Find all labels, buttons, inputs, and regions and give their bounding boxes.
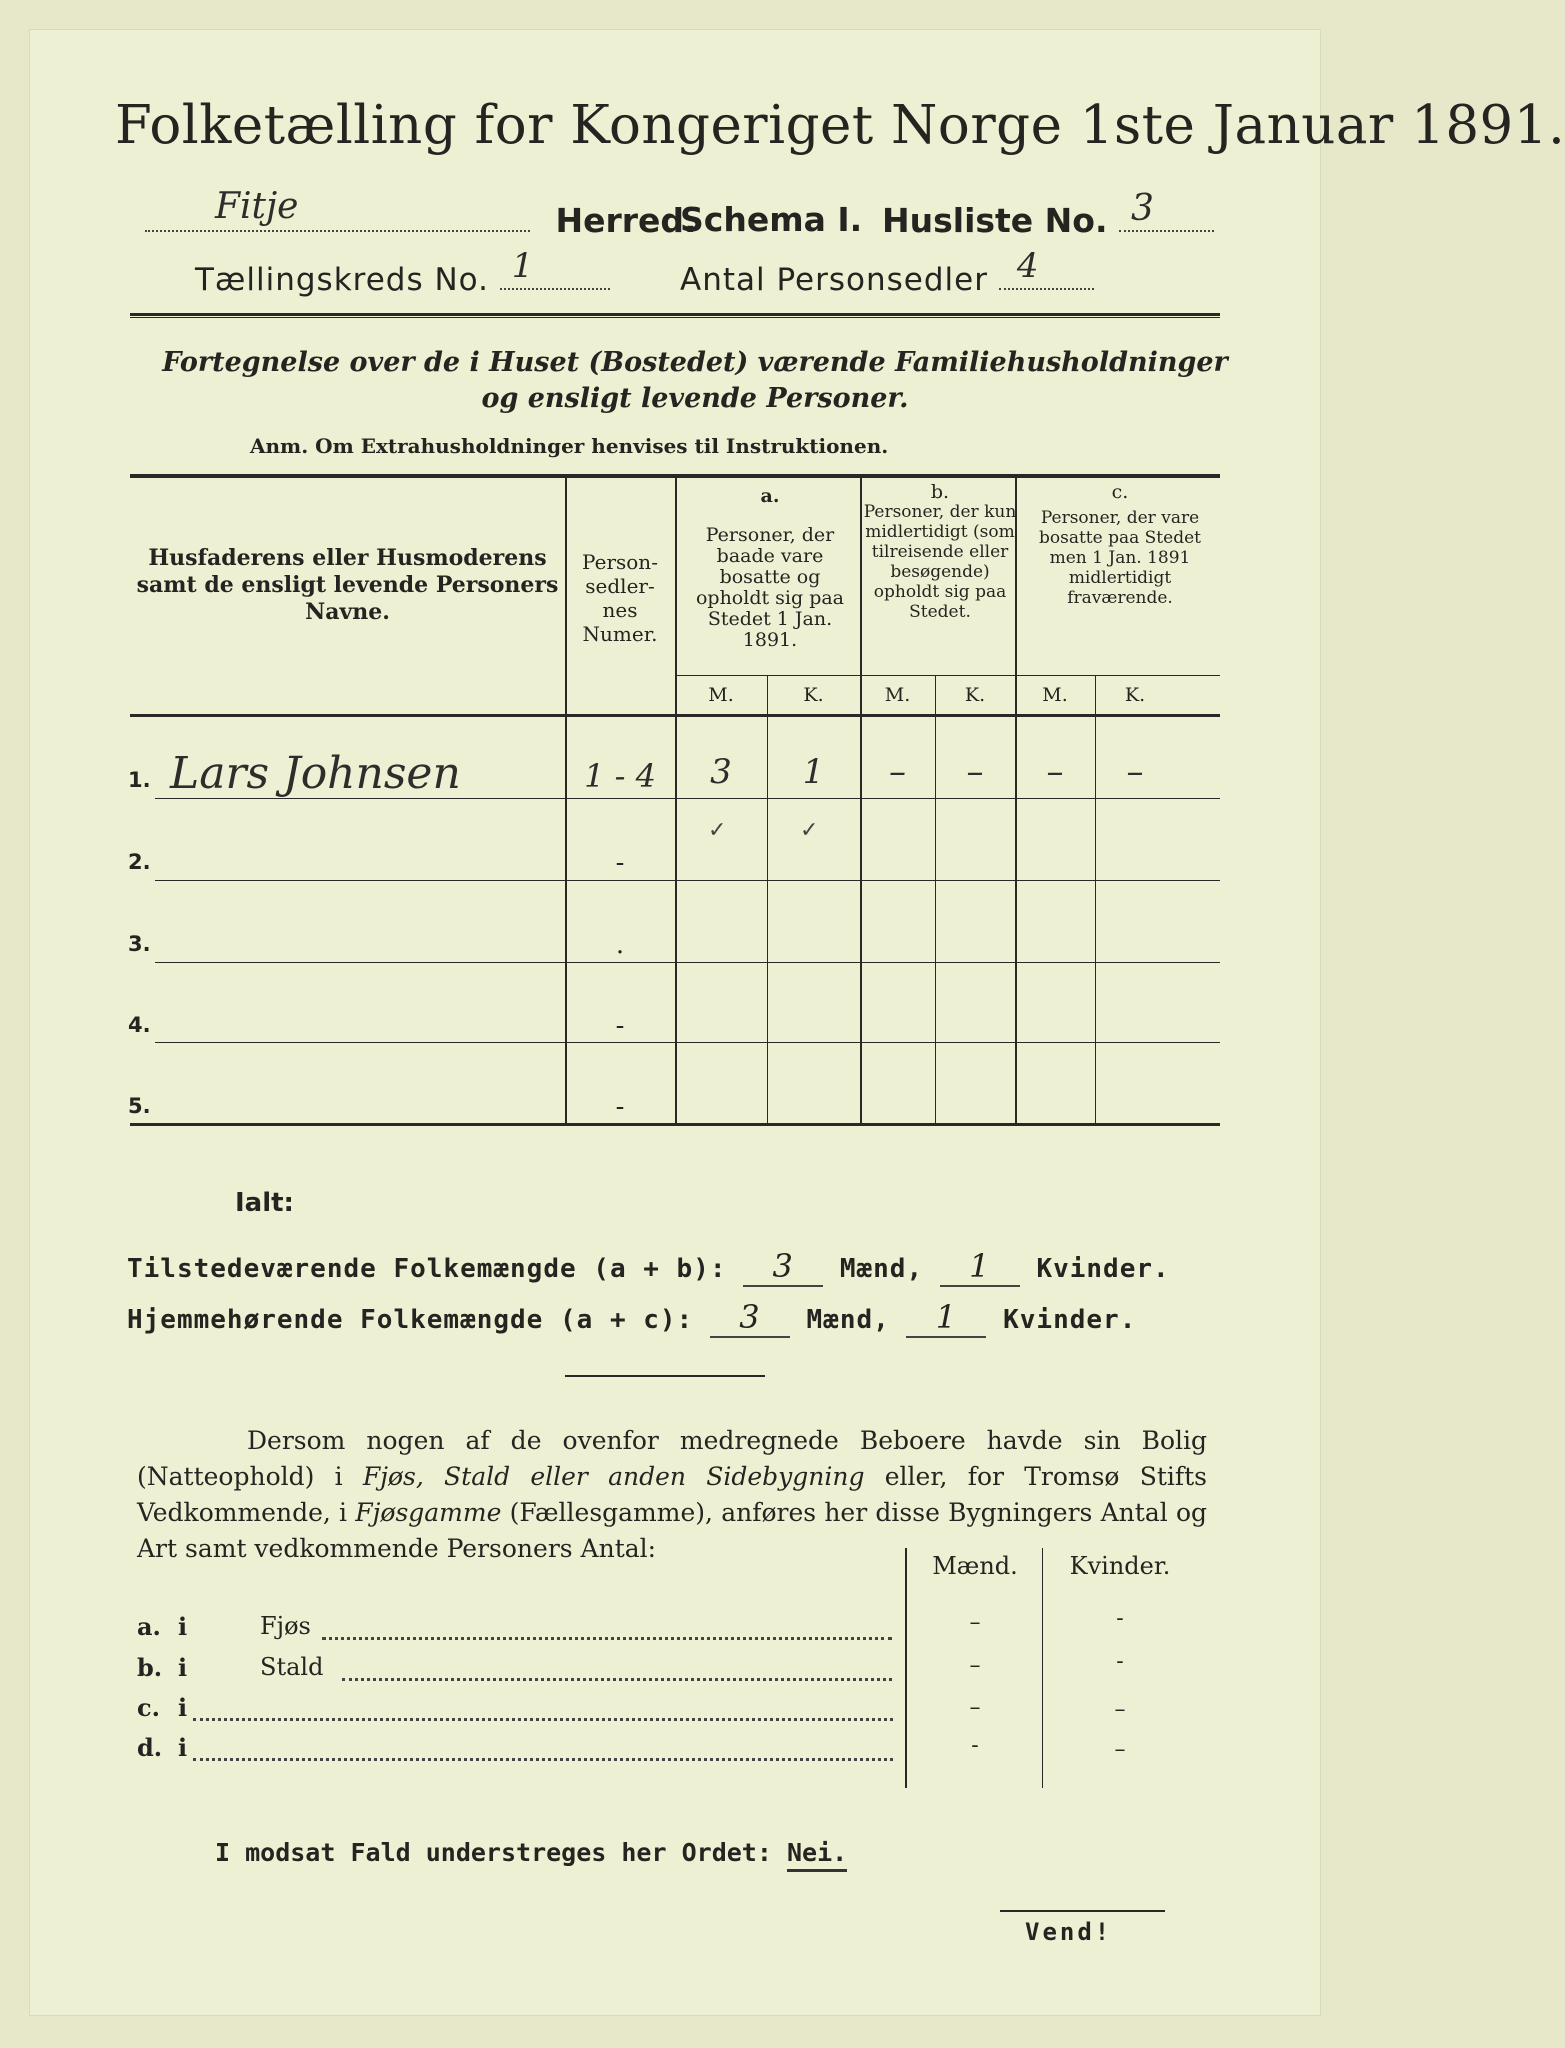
vend-label: Vend! (1025, 1918, 1113, 1946)
outb-letter-d: d. (137, 1733, 163, 1762)
check-mark-am: ✓ (708, 818, 727, 843)
vline-a-mk (767, 675, 768, 1123)
hjemmehorende-kvinder-value: 1 (906, 1298, 986, 1338)
husliste-row (882, 188, 1214, 240)
row-ak-1: 1 (802, 752, 825, 792)
row-num-1: 1. (128, 768, 151, 792)
col-c-k: K. (1124, 684, 1146, 706)
outb-k-b: - (1116, 1649, 1124, 1674)
col-a-letter: a. (760, 485, 780, 507)
check-mark-ak: ✓ (800, 818, 819, 843)
para-part-3: eller, for Tromsø Stifts Vedkommende, i (137, 1462, 1207, 1527)
hjemmehorende-maend-label: Mænd, (806, 1305, 890, 1335)
outb-m-b: – (969, 1653, 981, 1678)
outb-letter-c: c. (137, 1693, 160, 1722)
outb-leader-a (322, 1637, 892, 1640)
herred-label: Herred. (555, 201, 697, 240)
col-header-numer: Person-sedler-nes Numer. (582, 550, 658, 646)
hjemmehorende-row (127, 1298, 1136, 1338)
tilstedevaerende-kvinder-label: Kvinder. (1036, 1254, 1170, 1284)
tilstedevaerende-row (127, 1247, 1170, 1287)
para-part-4: Fjøsgamme (355, 1498, 502, 1527)
outb-k-a: - (1116, 1606, 1124, 1631)
row-rule-2 (155, 880, 1220, 881)
vline-c-mk (1095, 675, 1096, 1123)
row-cm-1: – (1046, 752, 1064, 792)
vline-numer (675, 478, 677, 1123)
outb-k-d: – (1114, 1737, 1126, 1762)
row-numer-1: 1 - 4 (584, 757, 656, 795)
outb-leader-c (193, 1718, 893, 1721)
outb-letter-b: b. (137, 1653, 163, 1682)
row-num-2: 2. (128, 850, 151, 874)
row-num-5: 5. (128, 1094, 151, 1118)
ialt-label: Ialt: (235, 1188, 294, 1218)
para-part-2: Fjøs, Stald eller anden Sidebygning (362, 1462, 865, 1491)
header-rule-thin (130, 317, 1220, 318)
row-num-3: 3. (128, 932, 151, 956)
herred-field (145, 186, 530, 232)
antal-label: Antal Personsedler (680, 262, 988, 298)
section-divider (565, 1375, 765, 1377)
outb-i-d: i (178, 1733, 188, 1762)
form-subtitle: Fortegnelse over de i Huset (Bostedet) værende Familiehusholdninger og ensligt levende Personer. (162, 347, 1228, 414)
row-numer-5: - (615, 1092, 625, 1122)
col-b-m: M. (884, 684, 911, 706)
husliste-value: 3 (1131, 188, 1154, 229)
nei-word: Nei. (787, 1838, 847, 1872)
row-bk-1: – (966, 752, 984, 792)
header-rule (130, 313, 1220, 316)
outb-k-c: – (1114, 1697, 1126, 1722)
outb-leader-d (193, 1758, 893, 1761)
schema-label: Schema I. (680, 200, 863, 239)
hjemmehorende-maend-value: 3 (710, 1298, 790, 1338)
col-header-a: Personer, der baade vare bosatte og opholdt sig paa Stedet 1 Jan. 1891. (695, 524, 845, 651)
row-numer-3: . (615, 930, 625, 960)
herred-value: Fitje (215, 186, 299, 227)
tilstedevaerende-kvinder-value: 1 (940, 1247, 1020, 1287)
col-header-c: Personer, der vare bosatte paa Stedet men 1 Jan. 1891 midlertidigt fraværende. (1039, 508, 1201, 608)
row-am-1: 3 (710, 752, 732, 792)
outb-i-c: i (178, 1693, 188, 1722)
husliste-label: Husliste No. (882, 201, 1108, 240)
mk-rule (675, 675, 1220, 676)
row-name-1: Lars Johnsen (170, 748, 461, 799)
outb-leader-b (342, 1678, 892, 1681)
col-a-k: K. (803, 684, 824, 706)
modsat-fald-row (215, 1838, 847, 1867)
antal-field (999, 246, 1094, 290)
outb-vline-1 (905, 1548, 907, 1788)
census-form (30, 30, 1565, 2015)
vend-rule (1000, 1910, 1165, 1912)
antal-row (680, 246, 1094, 298)
herred-row (145, 186, 697, 240)
vline-b-mk (935, 675, 936, 1123)
vline-names (565, 478, 567, 1123)
antal-value: 4 (1016, 246, 1040, 286)
sidebygning-instructions (137, 1423, 1207, 1567)
taellingskreds-label: Tællingskreds No. (195, 262, 489, 298)
row-numer-2: - (615, 848, 625, 878)
col-header-b: Personer, der kun midlertidigt (som tilreisende eller besøgende) opholdt sig paa Stedet. (863, 502, 1017, 622)
outb-m-a: – (969, 1610, 981, 1635)
taellingskreds-field (500, 246, 610, 290)
col-c-m: M. (1042, 684, 1068, 706)
anm-note: Anm. Om Extrahusholdninger henvises til Instruktionen. (250, 434, 889, 458)
row-numer-4: - (615, 1011, 625, 1041)
row-rule-3 (155, 962, 1220, 963)
outb-col-maend: Mænd. (932, 1552, 1018, 1580)
outb-vline-2 (1042, 1548, 1043, 1788)
outb-name-a: Fjøs (260, 1612, 311, 1640)
para-part-1: Dersom nogen af de ovenfor medregnede Beboere havde sin Bolig (Natteophold) i (137, 1426, 1207, 1491)
tilstedevaerende-maend-value: 3 (743, 1247, 823, 1287)
form-title: Folketælling for Kongeriget Norge 1ste Januar 1891. (115, 95, 1565, 156)
col-b-letter: b. (930, 481, 950, 503)
row-ck-1: – (1126, 752, 1144, 792)
hjemmehorende-kvinder-label: Kvinder. (1003, 1305, 1137, 1335)
para-part-5: (Fællesgamme), anføres her disse Bygningers Antal og Art samt vedkommende Personers Antal: (137, 1498, 1208, 1563)
tilstedevaerende-label: Tilstedeværende Folkemængde (a + b): (127, 1254, 727, 1284)
outb-m-d: - (971, 1733, 979, 1758)
outb-letter-a: a. (137, 1612, 161, 1641)
col-a-m: M. (708, 684, 734, 706)
outb-name-b: Stald (260, 1653, 324, 1681)
vline-a (860, 478, 862, 1123)
hjemmehorende-label: Hjemmehørende Folkemængde (a + c): (127, 1305, 694, 1335)
row-num-4: 4. (128, 1013, 151, 1037)
row-rule-4 (155, 1042, 1220, 1043)
taellingskreds-row (195, 246, 610, 298)
col-b-k: K. (964, 684, 986, 706)
table-bottom-rule (130, 1123, 1220, 1126)
col-c-letter: c. (1111, 481, 1129, 503)
col-header-names: Husfaderens eller Husmoderens samt de ensligt levende Personers Navne. (136, 545, 559, 625)
outb-i-b: i (178, 1653, 188, 1682)
modsat-fald-text: I modsat Fald understreges her Ordet: (215, 1838, 772, 1867)
taellingskreds-value: 1 (511, 246, 535, 286)
outb-m-c: – (969, 1695, 981, 1720)
outb-i-a: i (178, 1612, 188, 1641)
husliste-field (1119, 188, 1214, 232)
tilstedevaerende-maend-label: Mænd, (839, 1254, 924, 1284)
row-bm-1: – (889, 752, 906, 792)
outb-col-kvinder: Kvinder. (1069, 1552, 1171, 1580)
